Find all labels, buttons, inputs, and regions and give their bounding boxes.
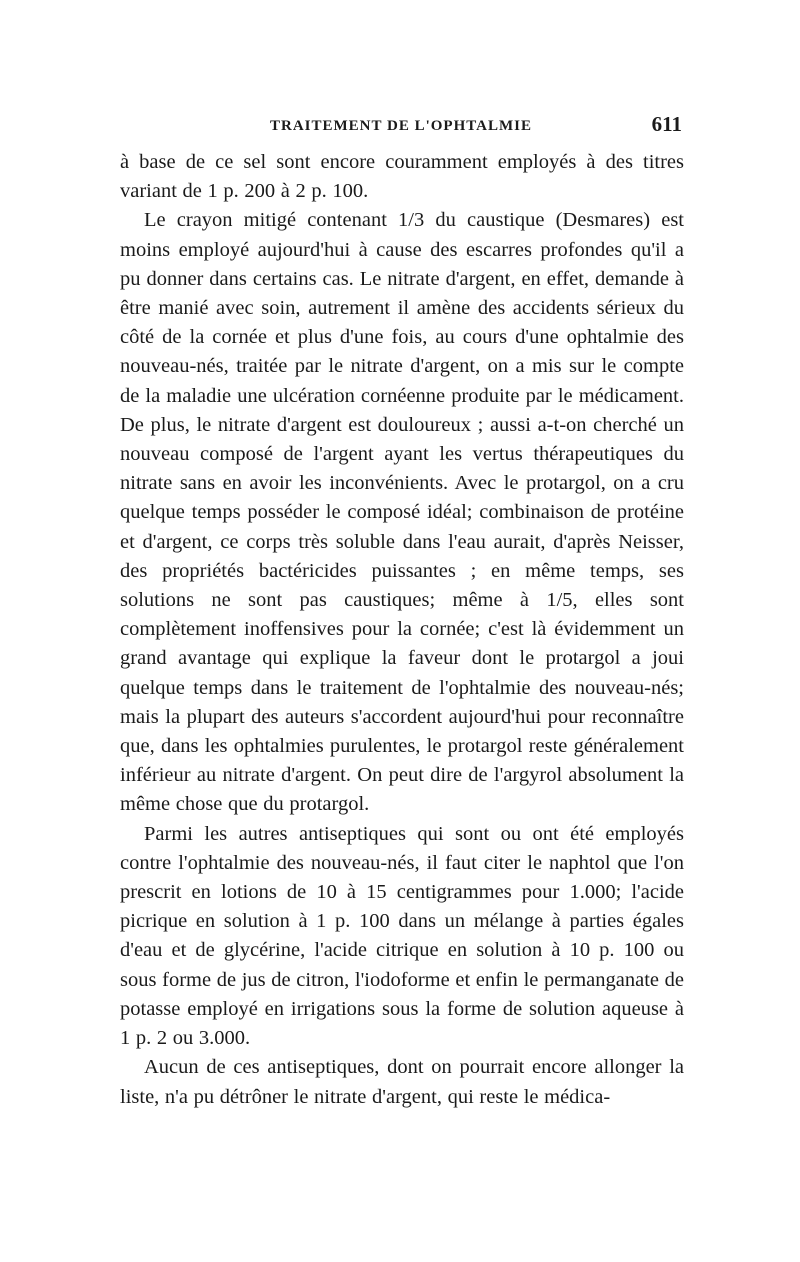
paragraph-crayon-mitige: Le crayon mitigé contenant 1/3 du caustique (Desmares) est moins employé aujourd'hui à cause des escarres profondes qu'il a pu donner dans certains cas. Le nitrate d'argent, en effet, demande à être manié avec soin, autrement il amène des accidents sérieux du côté de la cornée et plus d'une fois, au cours d'une ophtalmie des nouveau-nés, traitée par le nitrate d'argent, on a mis sur le compte de la maladie une ulcération cornéenne produite par le médicament. De plus, le nitrate d'argent est douloureux ; aussi a-t-on cherché un nouveau composé de l'argent ayant les vertus thérapeutiques du nitrate sans en avoir les inconvénients. Avec le protargol, on a cru quelque temps posséder le composé idéal; combinaison de protéine et d'argent, ce corps très soluble dans l'eau aurait, d'après Neisser, des propriétés bactéricides puissantes ; en même temps, ses solutions ne sont pas caustiques; même à 1/5, elles sont complètement inoffensives pour la cornée; c'est là évidemment un grand avantage qui explique la faveur dont le protargol a joui quelque temps dans le traitement de l'ophtalmie des nouveau-nés; mais la plupart des auteurs s'accordent aujourd'hui pour reconnaître que, dans les ophtalmies purulentes, le protargol reste généralement inférieur au nitrate d'argent. On peut dire de l'argyrol absolument la même chose que du protargol. xyxy=(120,209,684,816)
paragraph-aucun-antiseptique: Aucun de ces antiseptiques, dont on pourrait encore allonger la liste, n'a pu détrôner le nitrate d'argent, qui reste le médica- xyxy=(120,1056,684,1108)
paragraph-continued: à base de ce sel sont encore couramment employés à des titres variant de 1 p. 200 à 2 p. 100. xyxy=(120,151,684,203)
paragraph-autres-antiseptiques: Parmi les autres antiseptiques qui sont ou ont été employés contre l'ophtalmie des nouveau-nés, il faut citer le naphtol que l'on prescrit en lotions de 10 à 15 centigrammes pour 1.000; l'acide picrique en solution à 1 p. 100 dans un mélange à parties égales d'eau et de glycérine, l'acide citrique en solution à 10 p. 100 ou sous forme de jus de citron, l'iodoforme et enfin le permanganate de potasse employé en irrigations sous la forme de solution aqueuse à 1 p. 2 ou 3.000. xyxy=(120,822,684,1050)
book-page xyxy=(120,108,684,1112)
running-head xyxy=(120,108,684,148)
page-number: 611 xyxy=(651,112,682,136)
running-title: TRAITEMENT DE L'OPHTALMIE xyxy=(270,118,532,134)
body-text xyxy=(120,148,684,1112)
